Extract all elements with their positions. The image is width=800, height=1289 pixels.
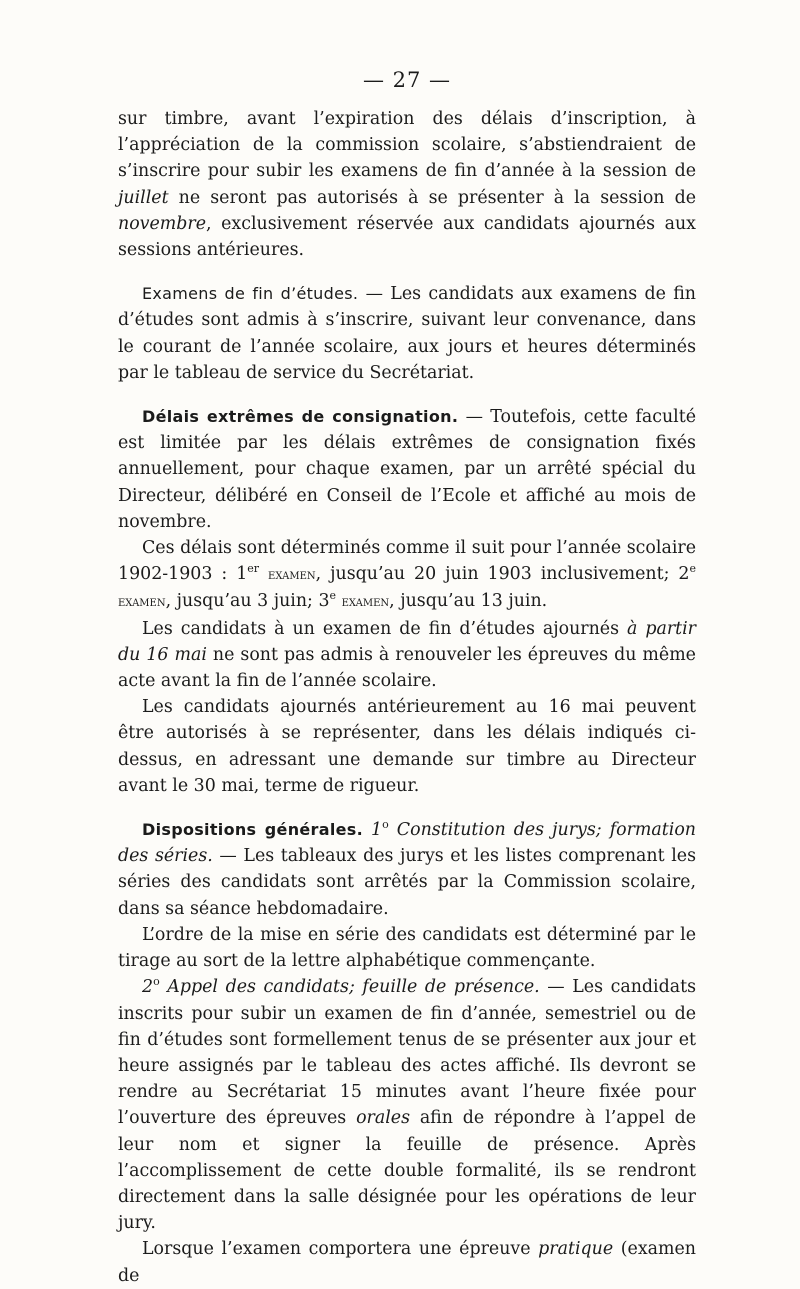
paragraph-delais-consignation (118, 404, 696, 535)
superscript: e (689, 562, 696, 576)
section-heading: Dispositions générales. (142, 820, 363, 840)
text-run: , jusqu’au 13 juin. (389, 591, 548, 612)
text-run: , jusqu’au 3 juin; 3 (165, 591, 330, 612)
section-heading: Délais extrêmes de consignation. (142, 407, 459, 427)
section-heading: Examens de fin d’études. (142, 284, 359, 304)
text-run: afin de répondre à l’appel de leur nom et signer la feuille de présence. Après l’accomplissement de cette double formalité, ils se rendront directement dans la salle désignée pour les opérations de leur jury. (118, 1108, 697, 1234)
emphasis: à partir du 16 mai (118, 618, 696, 665)
text-run: Lorsque l’examen comportera une épreuve (142, 1239, 539, 1260)
text-run: ne sont pas admis à renouveler les épreuves du même acte avant la fin de l’année scolaire. (118, 644, 696, 692)
text-run: sur timbre, avant l’expiration des délais d’inscription, à l’appréciation de la commission scolaire, s’abstiendraient de s’inscrire pour subir les examens de fin d’année à la session de (118, 109, 696, 182)
superscript: e (329, 589, 337, 603)
superscript: o (153, 975, 160, 989)
emphasis: pratique (538, 1239, 614, 1260)
text-run: (examen de (118, 1239, 696, 1286)
paragraph-epreuve-pratique (118, 1236, 696, 1288)
text-run: ne seront pas autorisés à se présenter à la session de (168, 187, 696, 208)
text-run: , jusqu’au 20 juin 1903 inclusivement; 2 (315, 564, 690, 585)
paragraph-continuation (118, 106, 696, 263)
text-run: — Les tableaux des jurys et les listes comprenant les séries des candidats sont arrêtés par la Commission scolaire, dans sa séance hebdomadaire. (118, 846, 696, 919)
emphasis: Appel des candidats; feuille de présence. (159, 977, 540, 998)
emphasis: 1 (362, 820, 383, 841)
text-run: , exclusivement réservée aux candidats ajournés aux sessions antérieures. (118, 213, 696, 261)
small-caps: examen (268, 567, 316, 584)
emphasis: novembre (118, 213, 207, 234)
text-run: — Toutefois, cette faculté est limitée par les délais extrêmes de consignation fixés annuellement, pour chaque examen, par un arrêté spécial du Directeur, délibéré en Conseil de l’Ecole et affiché au mois de novembre. (118, 407, 696, 532)
superscript: o (382, 818, 389, 832)
page-body (118, 106, 696, 1289)
paragraph-ajournes-anterieurement: Les candidats ajournés antérieurement au 16 mai peuvent être autorisés à se représenter, dans les délais indiqués ci-dessus, en adressant une demande sur timbre au Directeur avant le 30 mai, terme de rigueur. (118, 697, 696, 796)
text-run: — Les candidats aux examens de fin d’études sont admis à s’inscrire, suivant leur convenance, dans le courant de l’année scolaire, aux jours et heures déterminés par le tableau de service du Secrétariat. (118, 284, 696, 383)
emphasis: 2 (142, 977, 154, 998)
paragraph-delais-dates (118, 535, 696, 616)
text-run: — Les candidats inscrits pour subir un examen de fin d’année, semestriel ou de fin d’études sont formellement tenus de se présenter aux jour et heure assignés par le tableau des actes affiché. Ils devront se rendre au Secrétariat 15 minutes avant l’heure fixée pour l’ouverture des épreuves (118, 977, 697, 1129)
paragraph-dispositions-generales (118, 817, 696, 922)
paragraph-ajournes-16-mai (118, 616, 696, 695)
text-run: Ces délais sont déterminés comme il suit pour l’année scolaire 1902-1903 : 1 (118, 538, 696, 585)
paragraph-appel-candidats (118, 974, 696, 1236)
text-run: Les candidats à un examen de fin d’études ajournés (142, 618, 627, 639)
small-caps: examen (341, 594, 390, 611)
small-caps: examen (118, 594, 166, 611)
emphasis: Constitution des jurys; formation des séries. (118, 820, 697, 867)
superscript: er (247, 562, 260, 576)
paragraph-ordre-serie: L’ordre de la mise en série des candidats est déterminé par le tirage au sort de la lettre alphabétique commençante. (118, 924, 696, 972)
emphasis: orales (356, 1108, 410, 1129)
page-number: — 27 — (362, 68, 452, 92)
paragraph-examens-fin-etudes (118, 281, 696, 386)
emphasis: juillet (118, 187, 169, 208)
